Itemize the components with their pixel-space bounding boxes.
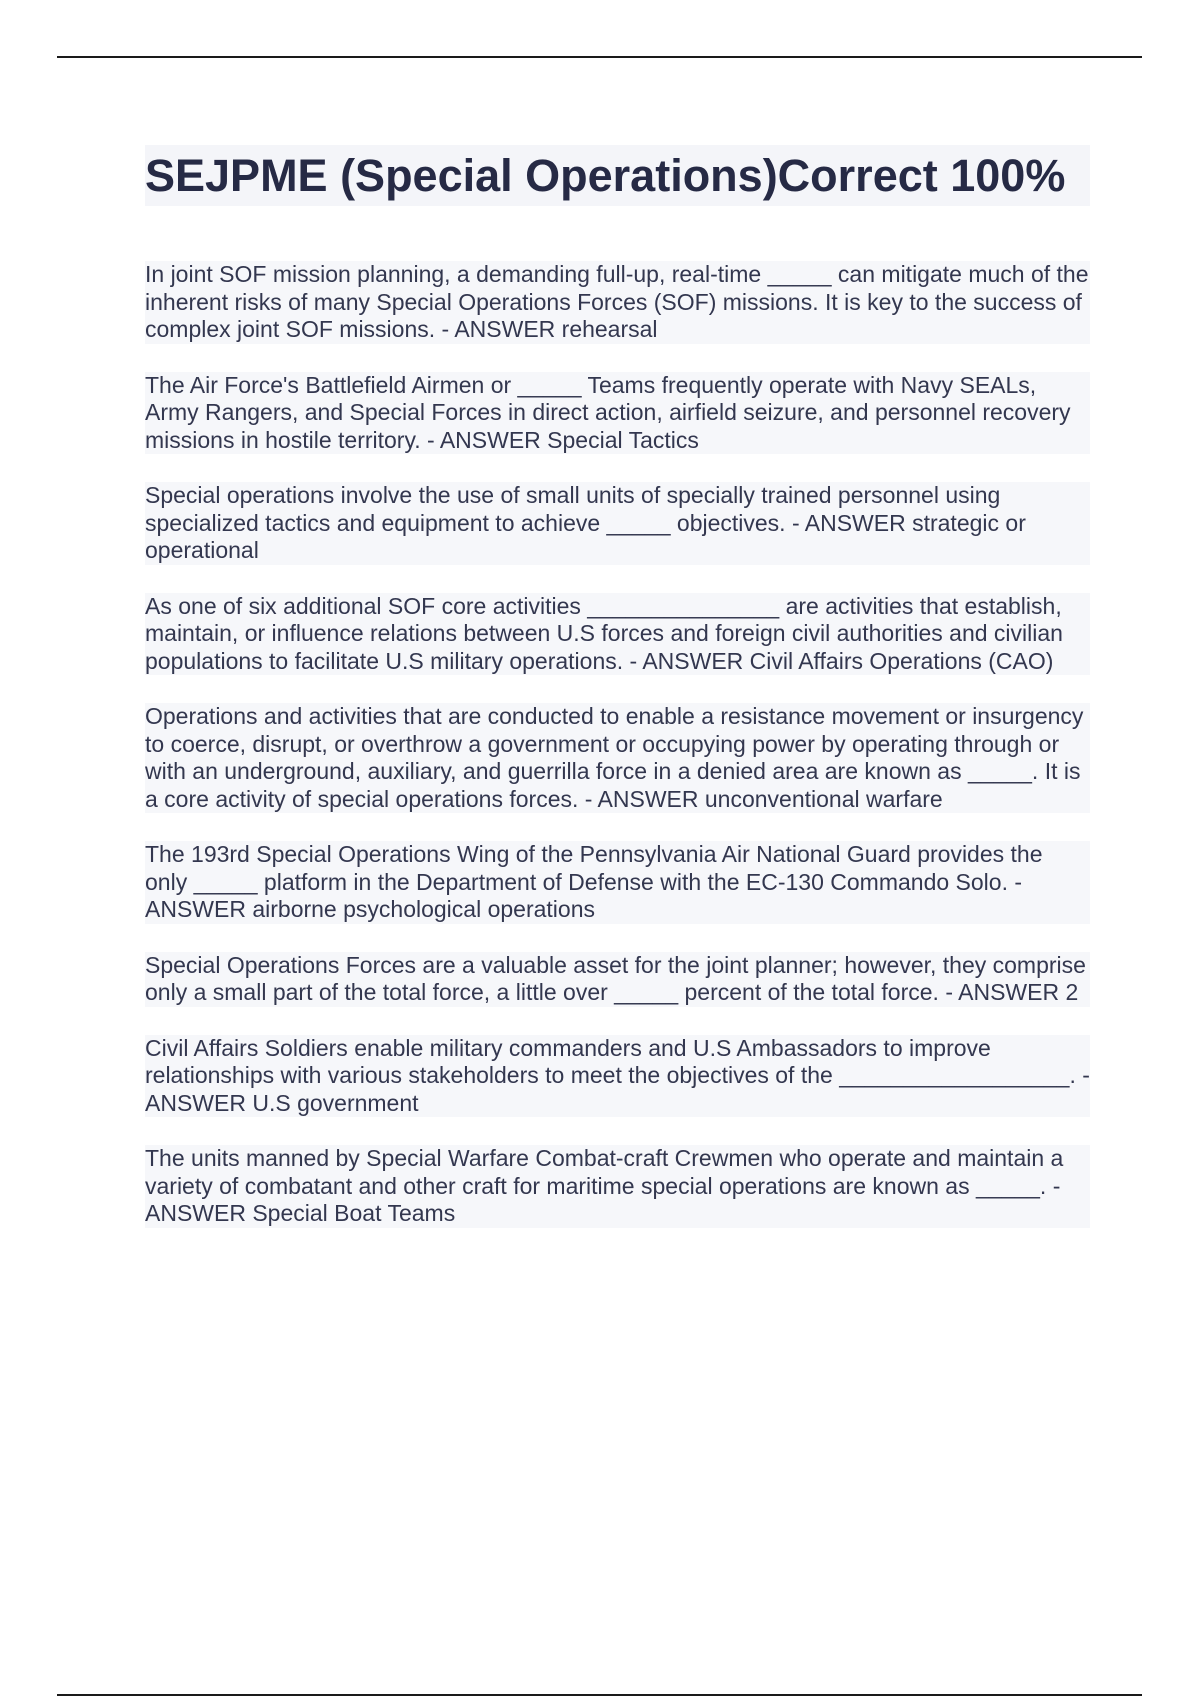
qa-answer: ANSWER unconventional warfare (597, 785, 943, 812)
qa-question: In joint SOF mission planning, a demanding full-up, real-time _____ can mitigate much of the inherent risks of many Special Operations Forces (SOF) missions. It is key to the success of complex joint SOF missions. - (145, 261, 1089, 342)
qa-question: The Air Force's Battlefield Airmen or _____ Teams frequently operate with Navy SEALs, Army Rangers, and Special Forces in direct action, airfield seizure, and personnel recovery missions in hostile territory. - (145, 372, 1071, 453)
title-block (145, 145, 1090, 206)
qa-item (145, 261, 1090, 344)
qa-question: Operations and activities that are conducted to enable a resistance movement or insurgency to coerce, disrupt, or overthrow a government or occupying power by operating through or with an underground, auxiliary, and guerrilla force in a denied area are known as _____. It is a core activity of special operations forces. - (145, 703, 1083, 812)
qa-item (145, 372, 1090, 455)
qa-answer: ANSWER airborne psychological operations (145, 896, 595, 922)
qa-item (145, 593, 1090, 676)
qa-question: Special Operations Forces are a valuable asset for the joint planner; however, they comprise only a small part of the total force, a little over _____ percent of the total force. - (145, 952, 1086, 1006)
qa-item (145, 1145, 1090, 1228)
qa-question: The 193rd Special Operations Wing of the Pennsylvania Air National Guard provides the only _____ platform in the Department of Defense with the EC-130 Commando Solo. - (145, 841, 1043, 895)
bottom-divider (57, 1694, 1142, 1696)
qa-answer: ANSWER strategic or operational (145, 509, 1026, 563)
qa-answer: ANSWER Special Tactics (439, 426, 699, 453)
qa-question: Civil Affairs Soldiers enable military commanders and U.S Ambassadors to improve relationships with various stakeholders to meet the objectives of the __________________. - (145, 1035, 1090, 1089)
document-title: SEJPME (Special Operations)Correct 100% (145, 150, 1066, 201)
qa-item (145, 703, 1090, 813)
qa-item (145, 1035, 1090, 1118)
qa-answer: ANSWER 2 (958, 979, 1079, 1005)
top-divider (57, 56, 1142, 58)
qa-question: The units manned by Special Warfare Combat-craft Crewmen who operate and maintain a variety of combatant and other craft for maritime special operations are known as _____. - (145, 1145, 1063, 1199)
qa-answer: ANSWER Civil Affairs Operations (CAO) (642, 647, 1054, 674)
qa-question: As one of six additional SOF core activities _______________ are activities that establish, maintain, or influence relations between U.S forces and foreign civil authorities and civilian populations to facilitate U.S military operations. - (145, 593, 1063, 674)
qa-answer: ANSWER rehearsal (454, 316, 658, 342)
qa-answer: ANSWER Special Boat Teams (145, 1200, 456, 1226)
qa-item (145, 482, 1090, 565)
qa-item (145, 952, 1090, 1007)
qa-answer: ANSWER U.S government (145, 1089, 419, 1116)
qa-item (145, 841, 1090, 924)
qa-question: Special operations involve the use of small units of specially trained personnel using specialized tactics and equipment to achieve _____ objectives. - (145, 482, 1000, 536)
document-body (145, 145, 1090, 1256)
